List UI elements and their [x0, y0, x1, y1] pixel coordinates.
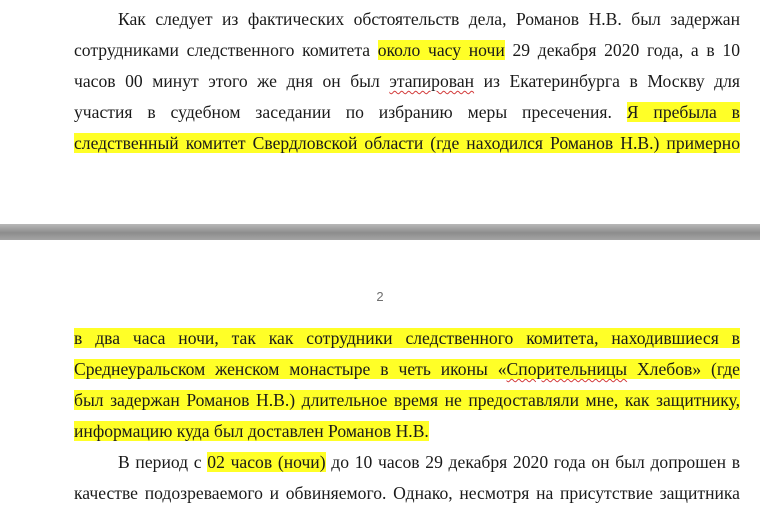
paragraph-line-5 [74, 133, 740, 153]
text-run: 29 декабря 2020 года, а в 10 [504, 40, 740, 60]
text-run: качестве подозреваемого и обвиняемого. Однако, несмотря на присутствие защитника [74, 483, 740, 503]
text-run: до 10 часов 29 декабря 2020 года он был допрошен в [325, 452, 741, 472]
paragraph-line-2 [74, 359, 740, 379]
spellcheck-flagged-word[interactable]: этапирован [389, 71, 475, 91]
paragraph-line-2 [74, 40, 740, 60]
highlighted-text: 02 часов (ночи) [207, 452, 326, 472]
paragraph-line-1 [118, 9, 740, 29]
text-run: часов 00 минут этого же дня он был [74, 71, 390, 91]
document-page-1 [0, 0, 760, 224]
paragraph-line-5 [118, 452, 740, 472]
paragraph-line-4 [74, 102, 740, 122]
paragraph-line-6 [74, 483, 740, 503]
highlighted-text [74, 359, 740, 379]
paragraph-line-3 [74, 71, 740, 91]
page-break-gap [0, 224, 760, 240]
page-number: 2 [376, 289, 384, 304]
text-run: Как следует из фактических обстоятельств дела, Романов Н.В. был задержан [118, 9, 740, 29]
highlighted-text: информацию куда был доставлен Романов Н.В. [74, 421, 429, 441]
text-run: Хлебов» (где [627, 359, 740, 379]
highlighted-text: следственный комитет Свердловской области (где находился Романов Н.В.) примерно [74, 133, 740, 153]
spellcheck-flagged-word[interactable]: Спорительницы [506, 359, 628, 379]
text-run: В период с [118, 452, 208, 472]
paragraph-line-4 [74, 421, 740, 441]
text-run: из Екатеринбурга в Москву для [474, 71, 741, 91]
highlighted-text: около часу ночи [377, 40, 505, 60]
paragraph-line-3 [74, 390, 740, 410]
highlighted-text: был задержан Романов Н.В.) длительное время не предоставляли мне, как защитнику, [74, 390, 740, 410]
text-run: участия в судебном заседании по избранию меры пресечения. [74, 102, 627, 122]
text-run: Среднеуральском женском монастыре в четь иконы « [74, 359, 507, 379]
document-page-2 [0, 240, 760, 509]
text-run: сотрудниками следственного комитета [74, 40, 378, 60]
highlighted-text: в два часа ночи, так как сотрудники следственного комитета, находившиеся в [74, 328, 740, 348]
highlighted-text: Я пребыла в [626, 102, 740, 122]
paragraph-line-1 [74, 328, 740, 348]
